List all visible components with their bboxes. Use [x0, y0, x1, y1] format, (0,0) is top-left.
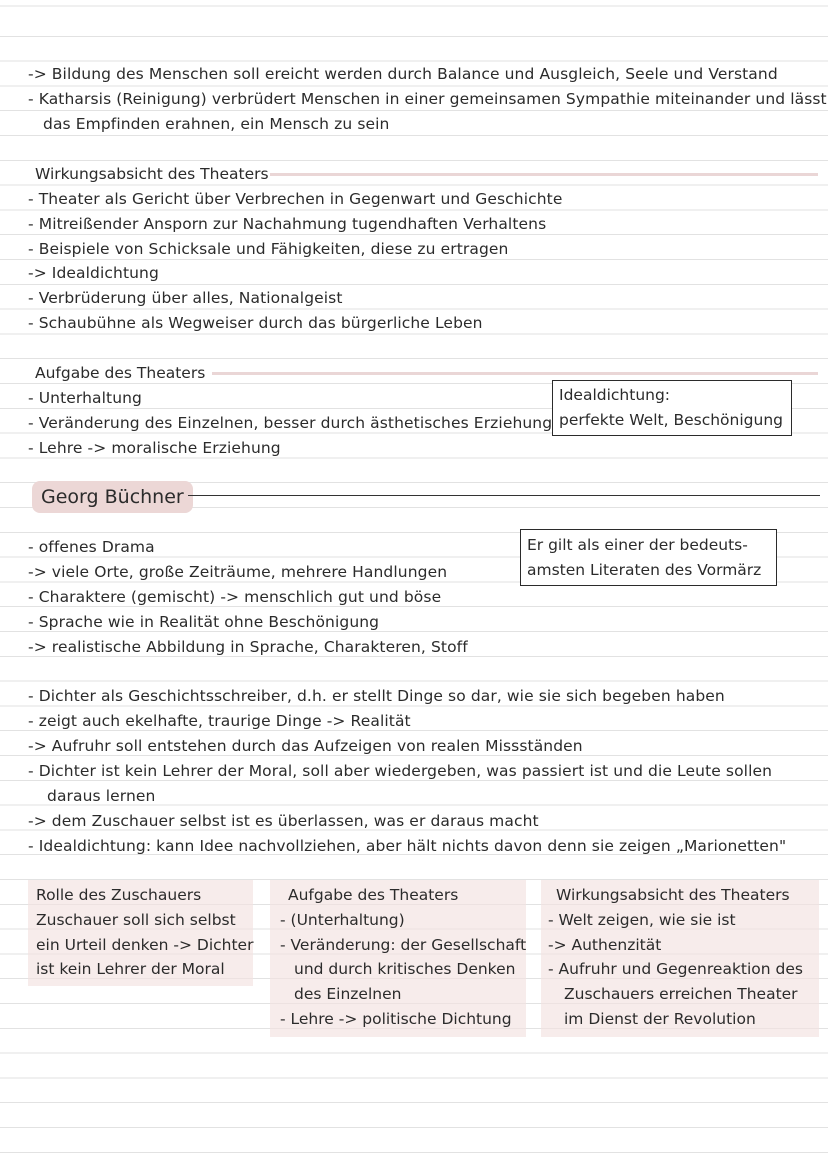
column-aufgabe-des-theaters [270, 880, 526, 1037]
buechner-line-2: -> viele Orte, große Zeiträume, mehrere Handlungen [28, 563, 448, 581]
intro-line-3: das Empfinden erahnen, ein Mensch zu sein [43, 115, 390, 133]
column-title: Rolle des Zuschauers [36, 886, 202, 904]
idealdichtung-note-box [552, 380, 792, 436]
buechner-line-11: -> dem Zuschauer selbst ist es überlassen, was er daraus macht [28, 812, 539, 830]
buechner-line-9: - Dichter ist kein Lehrer der Moral, soll aber wiedergeben, was passiert ist und die Leute sollen [28, 762, 773, 780]
section-title-aufgabe: Aufgabe des Theaters [35, 364, 206, 382]
column-line: - Veränderung: der Gesellschaft [280, 935, 527, 954]
aufgabe-line-1: - Unterhaltung [28, 389, 142, 407]
wirkung-line-5: - Verbrüderung über alles, Nationalgeist [28, 289, 343, 307]
wirkung-line-2: - Mitreißender Ansporn zur Nachahmung tugendhaften Verhaltens [28, 215, 547, 233]
vormaerz-note-box [520, 529, 777, 586]
buechner-line-1: - offenes Drama [28, 538, 155, 556]
idealdichtung-note-line-1: Idealdichtung: [559, 386, 671, 404]
column-line: ein Urteil denken -> Dichter [36, 935, 254, 954]
buechner-line-6: - Dichter als Geschichtsschreiber, d.h. er stellt Dinge so dar, wie sie sich begeben haben [28, 687, 725, 705]
column-line: ist kein Lehrer der Moral [36, 960, 225, 979]
column-line: Zuschauers erreichen Theater [564, 985, 798, 1004]
column-wirkungsabsicht-des-theaters [541, 880, 819, 1037]
section-title-wirkungsabsicht: Wirkungsabsicht des Theaters [35, 165, 269, 183]
buechner-line-8: -> Aufruhr soll entstehen durch das Aufzeigen von realen Missständen [28, 737, 583, 755]
column-title: Aufgabe des Theaters [288, 886, 459, 904]
aufgabe-line-2: - Veränderung des Einzelnen, besser durch ästhetisches Erziehung [28, 414, 553, 432]
column-line: Zuschauer soll sich selbst [36, 910, 236, 929]
column-line: - (Unterhaltung) [280, 910, 405, 929]
intro-line-2: - Katharsis (Reinigung) verbrüdert Menschen in einer gemeinsamen Sympathie miteinander und lässt [28, 90, 827, 108]
wirkung-line-1: - Theater als Gericht über Verbrechen in Gegenwart und Geschichte [28, 190, 563, 208]
heading-divider [188, 495, 820, 496]
column-line: -> Authenzität [548, 935, 662, 954]
buechner-line-10: daraus lernen [47, 787, 156, 805]
buechner-line-3: - Charaktere (gemischt) -> menschlich gut und böse [28, 588, 442, 606]
section-divider [212, 372, 818, 375]
idealdichtung-note-line-2: perfekte Welt, Beschönigung [559, 410, 783, 429]
column-rolle-des-zuschauers [28, 880, 253, 986]
section-divider [270, 173, 818, 176]
wirkung-line-3: - Beispiele von Schicksale und Fähigkeiten, diese zu ertragen [28, 240, 509, 258]
vormaerz-note-line-1: Er gilt als einer der bedeuts- [527, 536, 748, 554]
aufgabe-line-3: - Lehre -> moralische Erziehung [28, 439, 281, 457]
column-title: Wirkungsabsicht des Theaters [556, 886, 790, 904]
buechner-line-7: - zeigt auch ekelhafte, traurige Dinge -> Realität [28, 712, 411, 730]
heading-georg-buechner: Georg Büchner [32, 481, 193, 513]
column-line: und durch kritisches Denken [294, 960, 516, 979]
column-line: - Welt zeigen, wie sie ist [548, 910, 736, 929]
column-line: im Dienst der Revolution [564, 1009, 756, 1028]
intro-line-1: -> Bildung des Menschen soll ereicht werden durch Balance und Ausgleich, Seele und Verstand [28, 65, 778, 83]
buechner-line-4: - Sprache wie in Realität ohne Beschönigung [28, 613, 380, 631]
wirkung-line-4: -> Idealdichtung [28, 264, 159, 282]
column-line: - Aufruhr und Gegenreaktion des [548, 960, 803, 979]
column-line: des Einzelnen [294, 985, 402, 1004]
column-line: - Lehre -> politische Dichtung [280, 1009, 512, 1028]
buechner-line-12: - Idealdichtung: kann Idee nachvollziehen, aber hält nichts davon denn sie zeigen „Marionetten" [28, 837, 787, 855]
wirkung-line-6: - Schaubühne als Wegweiser durch das bürgerliche Leben [28, 314, 483, 332]
vormaerz-note-line-2: amsten Literaten des Vormärz [527, 560, 762, 579]
buechner-line-5: -> realistische Abbildung in Sprache, Charakteren, Stoff [28, 638, 468, 656]
